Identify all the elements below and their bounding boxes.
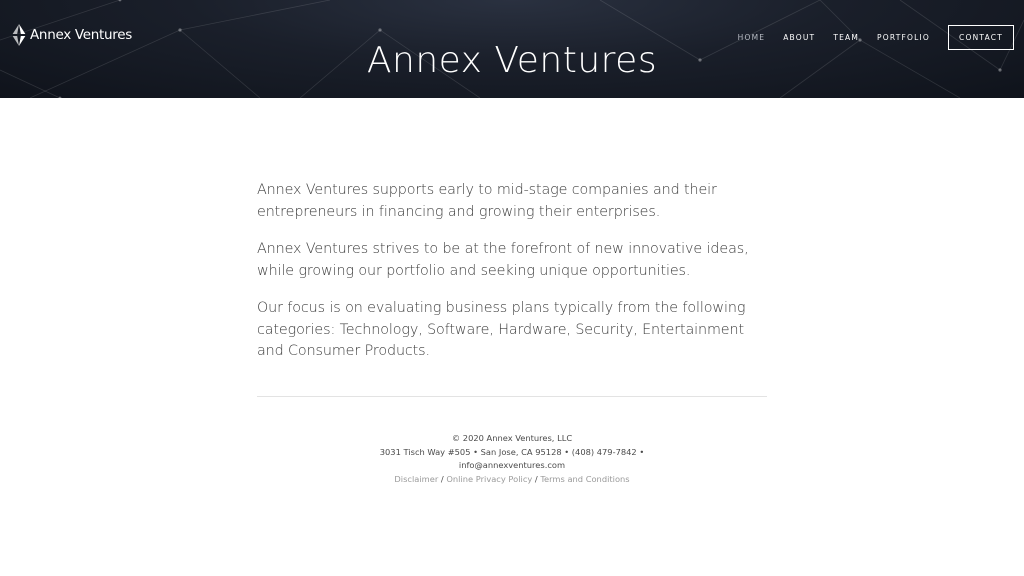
email-link[interactable]: info@annexventures.com: [458, 460, 566, 470]
divider: [257, 396, 767, 397]
address-text: 3031 Tisch Way #505 • San Jose, CA 95128 • (408) 479-7842 •: [379, 446, 645, 457]
copyright-text: © 2020 Annex Ventures, LLC: [451, 433, 573, 443]
link-separator: /: [532, 473, 541, 484]
nav-portfolio[interactable]: PORTFOLIO: [877, 33, 931, 42]
contact-button[interactable]: CONTACT: [948, 25, 1014, 50]
footer: [0, 432, 1024, 486]
hero-banner: [0, 0, 1024, 98]
disclaimer-link[interactable]: Disclaimer: [394, 473, 439, 484]
nav-team[interactable]: TEAM: [833, 33, 860, 42]
privacy-policy-link[interactable]: Online Privacy Policy: [446, 473, 533, 484]
focus-paragraph: Our focus is on evaluating business plans typically from the following categories: Technology, Software, Hardware, Security, Entertainment and Consumer Products.: [257, 300, 746, 359]
link-separator: /: [438, 473, 447, 484]
logo-text: Annex Ventures: [30, 27, 132, 43]
legal-links: [0, 473, 1024, 487]
main-content: [257, 180, 767, 379]
intro-paragraph: Annex Ventures supports early to mid-stage companies and their entrepreneurs in financing and growing their enterprises.: [257, 182, 717, 220]
mission-paragraph: Annex Ventures strives to be at the forefront of new innovative ideas, while growing our portfolio and seeking unique opportunities.: [257, 241, 749, 279]
terms-link[interactable]: Terms and Conditions: [540, 473, 630, 484]
nav-about[interactable]: ABOUT: [783, 33, 816, 42]
page-title: Annex Ventures: [366, 40, 658, 81]
main-nav: [738, 25, 1014, 50]
nav-home[interactable]: HOME: [737, 33, 766, 42]
